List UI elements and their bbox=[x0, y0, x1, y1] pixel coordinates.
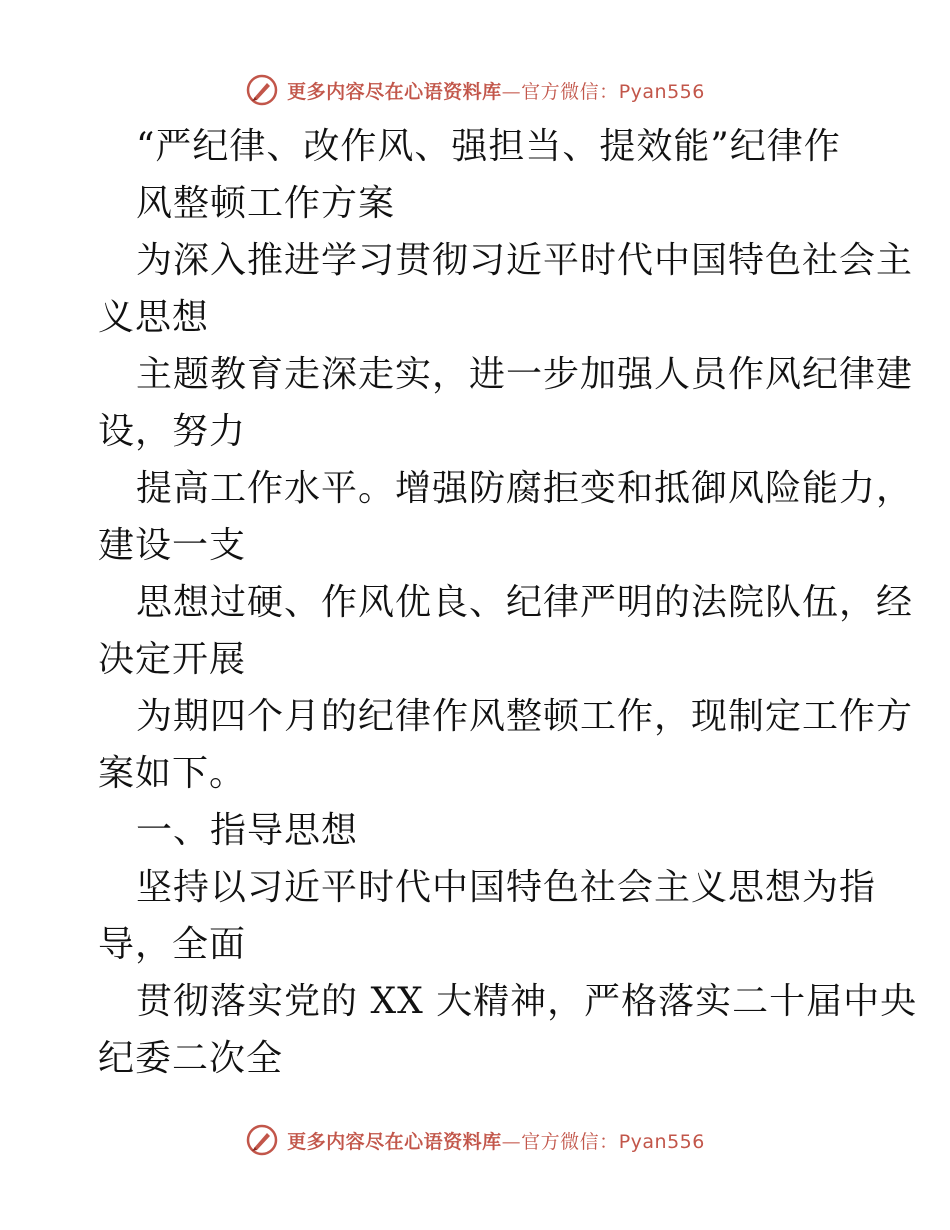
document-title-line-2: 风整顿工作方案 bbox=[136, 183, 396, 224]
paragraph-line: 提高工作水平。增强防腐拒变和抵御风险能力， bbox=[136, 468, 914, 509]
watermark-header bbox=[0, 70, 950, 110]
watermark-text bbox=[287, 1127, 705, 1154]
paragraph-line: 案如下。 bbox=[98, 753, 247, 794]
paragraph-line: 导，全面 bbox=[98, 924, 247, 965]
paragraph-line: 为深入推进学习贯彻习近平时代中国特色社会主 bbox=[136, 240, 914, 281]
watermark-main-text: 更多内容尽在心语资料库 bbox=[287, 1130, 502, 1153]
watermark-main-text: 更多内容尽在心语资料库 bbox=[287, 80, 502, 103]
watermark-handle: Pyan556 bbox=[618, 1130, 705, 1153]
paragraph-line: 决定开展 bbox=[98, 639, 247, 680]
pen-logo-icon bbox=[245, 1123, 279, 1157]
paragraph-line: 为期四个月的纪律作风整顿工作，现制定工作方 bbox=[136, 696, 914, 737]
paragraph-line: 设，努力 bbox=[98, 411, 247, 452]
watermark-footer bbox=[0, 1120, 950, 1160]
paragraph-line: 义思想 bbox=[98, 297, 210, 338]
watermark-handle: Pyan556 bbox=[618, 80, 705, 103]
paragraph-line: 坚持以习近平时代中国特色社会主义思想为指 bbox=[136, 867, 877, 908]
paragraph-line: 贯彻落实党的 XX 大精神，严格落实二十届中央 bbox=[136, 981, 918, 1022]
paragraph-line: 建设一支 bbox=[98, 525, 247, 566]
paragraph-line: 思想过硬、作风优良、纪律严明的法院队伍，经 bbox=[136, 582, 914, 623]
watermark-dash: — bbox=[501, 1130, 522, 1153]
watermark-text bbox=[287, 77, 705, 104]
section-heading: 一、指导思想 bbox=[136, 810, 359, 851]
paragraph-line: 主题教育走深走实，进一步加强人员作风纪律建 bbox=[136, 354, 914, 395]
paragraph-line: 纪委二次全 bbox=[98, 1038, 284, 1079]
document-body bbox=[98, 118, 918, 1087]
watermark-dash: — bbox=[501, 80, 522, 103]
watermark-sub-text: 官方微信： bbox=[521, 80, 619, 103]
document-title-line-1: “严纪律、改作风、强担当、提效能”纪律作 bbox=[136, 126, 841, 167]
pen-logo-icon bbox=[245, 73, 279, 107]
watermark-sub-text: 官方微信： bbox=[521, 1130, 619, 1153]
